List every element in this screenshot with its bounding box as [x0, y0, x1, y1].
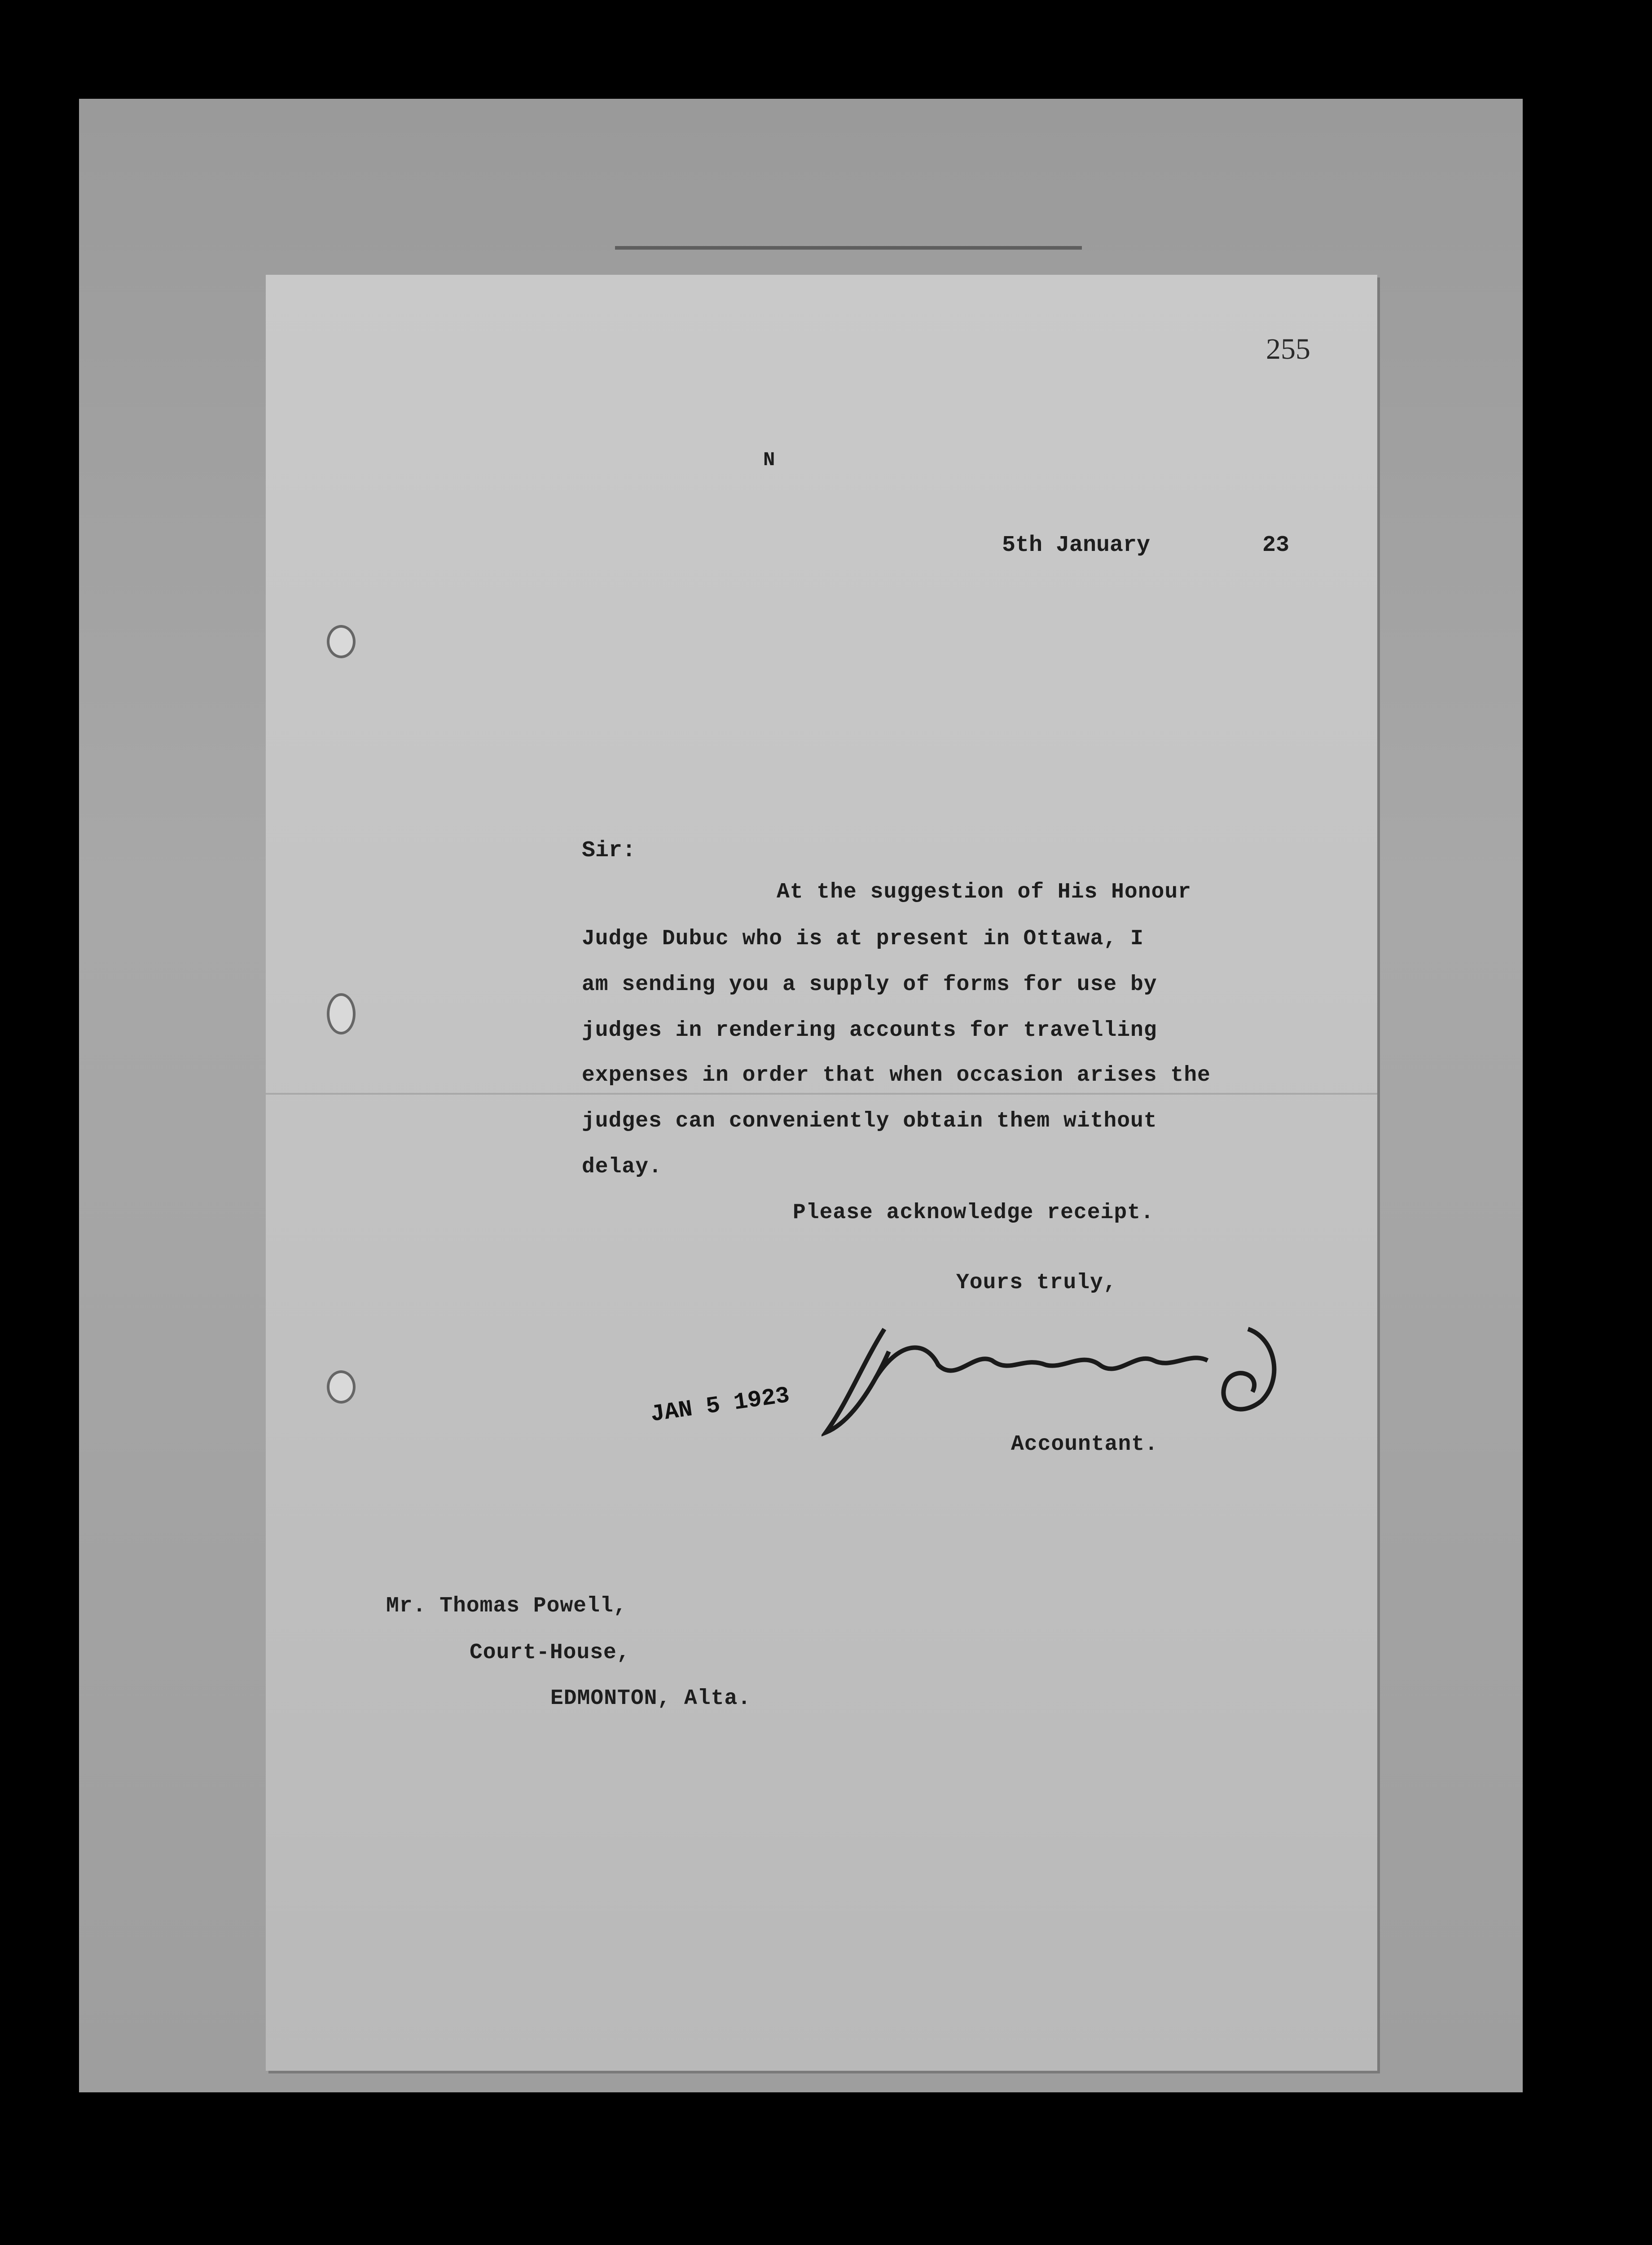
body-line: judges can conveniently obtain them without — [582, 1109, 1157, 1133]
salutation: Sir: — [582, 838, 636, 863]
page-number: 255 — [1266, 333, 1310, 365]
addressee-city: EDMONTON, Alta. — [550, 1686, 751, 1711]
letter-page — [266, 275, 1377, 2071]
punch-hole — [327, 625, 356, 658]
top-mark: N — [763, 449, 775, 471]
body-line: At the suggestion of His Honour — [777, 880, 1191, 904]
addressee-name: Mr. Thomas Powell, — [386, 1594, 627, 1618]
body-line: am sending you a supply of forms for use by — [582, 973, 1157, 997]
body-line: expenses in order that when occasion arises the — [582, 1063, 1211, 1087]
body-line: delay. — [582, 1155, 662, 1179]
signer-title: Accountant. — [1011, 1432, 1158, 1457]
fold-line — [266, 1093, 1377, 1095]
mount-edge-line — [615, 246, 1082, 250]
body-line: judges in rendering accounts for travelling — [582, 1018, 1157, 1043]
letter-date: 5th January — [1002, 533, 1151, 558]
punch-hole — [327, 993, 356, 1034]
punch-hole — [327, 1370, 356, 1404]
body-line: Judge Dubuc who is at present in Ottawa, I — [582, 927, 1144, 951]
addressee-building: Court-House, — [470, 1641, 630, 1665]
received-date-stamp: JAN 5 1923 — [649, 1382, 791, 1428]
closing-request: Please acknowledge receipt. — [793, 1201, 1154, 1225]
closing: Yours truly, — [956, 1271, 1117, 1295]
letter-year: 23 — [1262, 533, 1290, 558]
signature — [822, 1311, 1297, 1450]
